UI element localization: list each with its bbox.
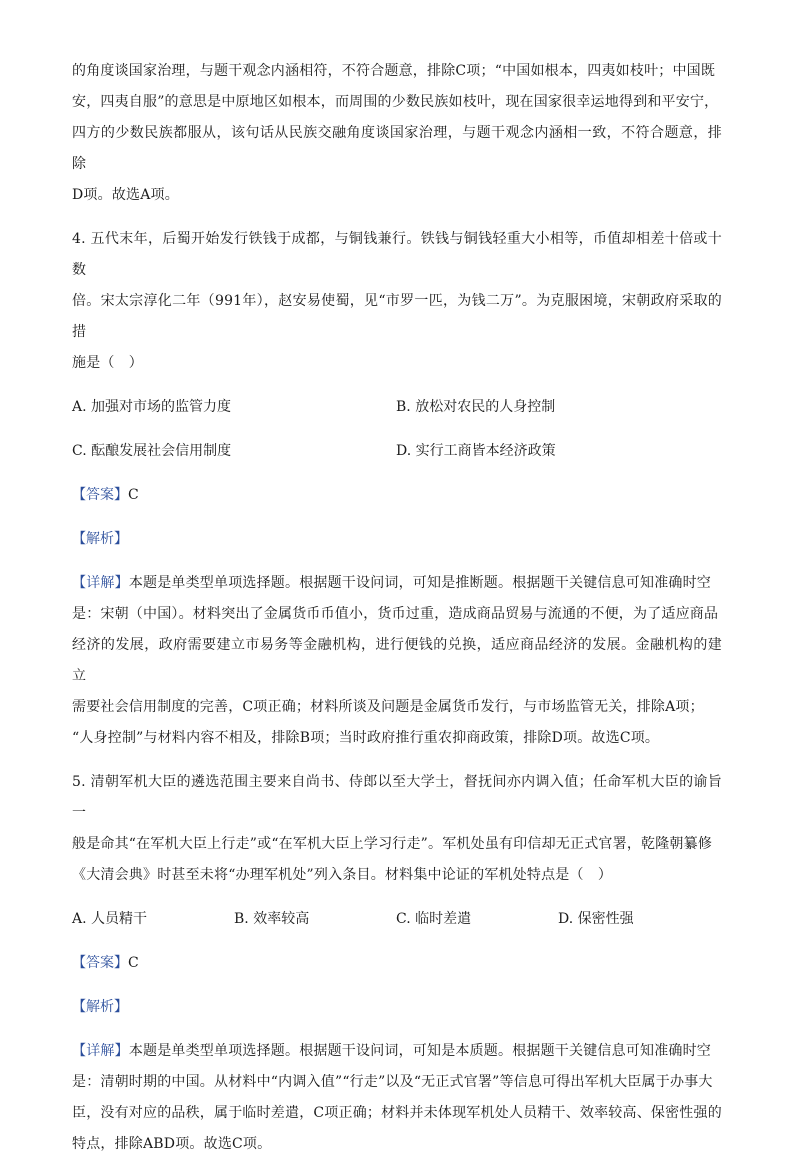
answer-value: C (128, 487, 139, 503)
answer-line (72, 480, 722, 511)
option-d: D. 实行工商皆本经济政策 (396, 443, 556, 459)
detail-text: 本题是单类型单项选择题。根据题干设问词，可知是推断题。根据题干关键信息可知准确时空 (128, 575, 712, 591)
detail-tag: 【详解】 (72, 575, 129, 591)
question-4 (72, 224, 722, 754)
question-stem-line: 《大清会典》时甚至未将“办理军机处”列入条目。材料集中论证的军机处特点是（ ） (72, 867, 613, 883)
question-5 (72, 767, 722, 1160)
detail-line (72, 568, 722, 599)
detail-line: 是：清朝时期的中国。从材料中“内调入值”“行走”以及“无正式官署”等信息可得出军机大臣属于办事大 (72, 1074, 713, 1090)
text-line: 四方的少数民族都服从，该句话从民族交融角度谈国家治理，与题干观念内涵相一致，不符合题意，排除 (72, 125, 722, 172)
question-stem-line: 5. 清朝军机大臣的遴选范围主要来自尚书、侍郎以至大学士，督抚间亦内调入值；任命军机大臣的谕旨一 (72, 774, 722, 821)
question-stem-line: 般是命其“在军机大臣上行走”或“在军机大臣上学习行走”。军机处虽有印信却无正式官署，乾隆朝纂修 (72, 836, 713, 852)
answer-value: C (128, 955, 139, 971)
answer-tag: 【答案】 (72, 955, 128, 971)
question-stem-line: 倍。宋太宗淳化二年（991年），赵安易使蜀，见“市罗一匹，为钱二万”。为克服困境，宋朝政府采取的措 (72, 293, 722, 340)
detail-line: 需要社会信用制度的完善，C项正确；材料所谈及问题是金属货币发行，与市场监管无关，排除A项； (72, 699, 704, 715)
options-row (72, 904, 722, 935)
question-stem-line: 4. 五代末年，后蜀开始发行铁钱于成都，与铜钱兼行。铁钱与铜钱轻重大小相等，币值却相差十倍或十数 (72, 231, 722, 278)
answer-line (72, 948, 722, 979)
prev-analysis-continuation (72, 56, 722, 211)
detail-line: 臣，没有对应的品秩，属于临时差遣，C项正确；材料并未体现军机处人员精干、效率较高、保密性强的 (72, 1105, 722, 1121)
option-b: B. 放松对农民的人身控制 (396, 399, 556, 415)
option-c: C. 酝酿发展社会信用制度 (72, 443, 232, 459)
option-c: C. 临时差遣 (396, 911, 472, 927)
answer-tag: 【答案】 (72, 487, 128, 503)
options-row (72, 436, 722, 467)
detail-text: 本题是单类型单项选择题。根据题干设问词，可知是本质题。根据题干关键信息可知准确时空 (128, 1043, 712, 1059)
detail-line: 是：宋朝（中国）。材料突出了金属货币币值小，货币过重，造成商品贸易与流通的不便，为了适应商品 (72, 606, 719, 622)
option-d: D. 保密性强 (558, 911, 634, 927)
text-line: 的角度谈国家治理，与题干观念内涵相符，不符合题意，排除C项；“中国如根本，四夷如枝叶；中国既 (72, 63, 716, 79)
detail-line (72, 1036, 722, 1067)
detail-line: 经济的发展，政府需要建立市易务等金融机构，进行便钱的兑换，适应商品经济的发展。金融机构的建立 (72, 637, 722, 684)
detail-block (72, 1036, 722, 1160)
analysis-tag: 【解析】 (72, 999, 128, 1015)
analysis-tag: 【解析】 (72, 531, 128, 547)
text-line: 安，四夷自服”的意思是中原地区如根本，而周围的少数民族如枝叶，现在国家很幸运地得到和平安宁， (72, 94, 719, 110)
detail-tag: 【详解】 (72, 1043, 129, 1059)
option-a: A. 人员精干 (72, 911, 148, 927)
question-stem-line: 施是（ ） (72, 355, 143, 371)
options-row (72, 392, 722, 423)
detail-line: “人身控制”与材料内容不相及，排除B项；当时政府推行重农抑商政策，排除D项。故选C项。 (72, 730, 660, 746)
text-line: D项。故选A项。 (72, 187, 179, 203)
option-a: A. 加强对市场的监管力度 (72, 399, 232, 415)
analysis-heading (72, 524, 722, 555)
analysis-heading (72, 992, 722, 1023)
detail-line: 特点，排除ABD项。故选C项。 (72, 1136, 272, 1152)
document-page (72, 56, 722, 1160)
detail-block (72, 568, 722, 754)
option-b: B. 效率较高 (234, 911, 310, 927)
